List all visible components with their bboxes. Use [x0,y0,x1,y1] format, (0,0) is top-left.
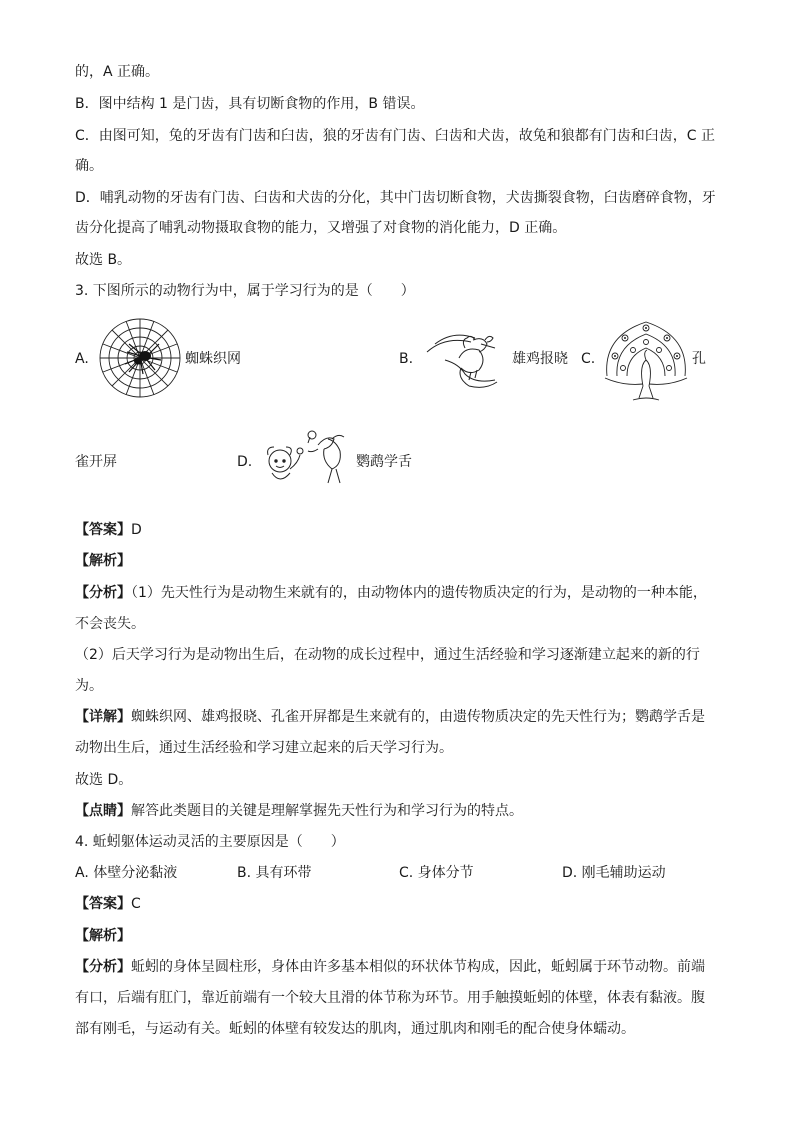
option-d-label: 鹦鹉学舌 [356,454,412,470]
answer-value: D [131,522,142,538]
fenxi-line [75,957,705,977]
dianjing-tag: 【点睛】 [75,803,131,819]
text-line: 有口，后端有肛门，靠近前端有一个较大且滑的体节称为环节。用手触摸蚯蚓的体壁，体表有黏液。腹 [75,990,705,1006]
q4-option-a: A. 体壁分泌黏液 [75,865,178,881]
option-a-letter: A. [75,351,89,367]
fenxi-line [75,583,707,603]
answer-3 [75,520,142,540]
parrot-child-icon [262,425,354,487]
analysis-heading: 【解析】 [75,928,131,944]
fenxi-tag: 【分析】 [75,585,131,601]
fenxi-text: 蚯蚓的身体呈圆柱形，身体由许多基本相似的环状体节构成，因此，蚯蚓属于环节动物。前端 [131,959,705,975]
text-line: （2）后天学习行为是动物出生后，在动物的成长过程中，通过生活经验和学习逐渐建立起来的新的行 [75,647,700,663]
analysis-heading: 【解析】 [75,553,131,569]
text-line: C．由图可知，兔的牙齿有门齿和臼齿，狼的牙齿有门齿、臼齿和犬齿，故兔和狼都有门齿和臼齿，C 正 [75,128,715,144]
dianjing-line [75,801,523,821]
text-line: 为。 [75,678,103,694]
text-line: 不会丧失。 [75,616,145,632]
text-line: B．图中结构 1 是门齿，具有切断食物的作用，B 错误。 [75,96,425,112]
parrot-child-figure [262,425,354,487]
dianjing-text: 解答此类题目的关键是理解掌握先天性行为和学习行为的特点。 [131,803,523,819]
text-line: 故选 D。 [75,772,133,788]
option-c-letter: C. [581,351,596,367]
text-line: 的，A 正确。 [75,64,160,80]
option-c-label-part1: 孔 [692,351,706,367]
fenxi-text: （1）先天性行为是动物生来就有的，由动物体内的遗传物质决定的行为，是动物的一种本能， [131,585,707,601]
xiangjie-line [75,707,705,727]
q4-option-b: B. 具有环带 [237,865,312,881]
xiangjie-text: 蜘蛛织网、雄鸡报晓、孔雀开屏都是生来就有的，由遗传物质决定的先天性行为；鹦鹉学舌是 [131,709,705,725]
answer-tag: 【答案】 [75,896,131,912]
rooster-icon [425,330,511,390]
fenxi-tag: 【分析】 [75,959,131,975]
answer-4 [75,894,141,914]
peacock-icon [603,316,689,406]
text-line: 部有刚毛，与运动有关。蚯蚓的体壁有较发达的肌肉，通过肌肉和刚毛的配合使身体蠕动。 [75,1021,635,1037]
rooster-figure [425,330,511,390]
text-line: 确。 [75,158,103,174]
text-line: 故选 B。 [75,252,132,268]
q4-option-c: C. 身体分节 [399,865,474,881]
question-4-stem: 4. 蚯蚓躯体运动灵活的主要原因是（ ） [75,834,345,850]
peacock-figure [603,316,689,406]
question-3-stem: 3. 下图所示的动物行为中，属于学习行为的是（ ） [75,283,415,299]
option-a-label: 蜘蛛织网 [185,351,241,367]
text-line: 动物出生后，通过生活经验和学习建立起来的后天学习行为。 [75,740,453,756]
answer-value: C [131,896,141,912]
option-b-letter: B. [399,351,414,367]
option-b-label: 雄鸡报晓 [512,351,568,367]
option-d-letter: D. [237,454,253,470]
xiangjie-tag: 【详解】 [75,709,131,725]
text-line: 齿分化提高了哺乳动物摄取食物的能力，又增强了对食物的消化能力，D 正确。 [75,220,567,236]
spider-web-figure [97,316,183,400]
option-c-label-part2: 雀开屏 [75,454,117,470]
text-line: D．哺乳动物的牙齿有门齿、臼齿和犬齿的分化，其中门齿切断食物，犬齿撕裂食物，臼齿磨碎食物，牙 [75,190,716,206]
answer-tag: 【答案】 [75,522,131,538]
spider-web-icon [97,316,183,400]
q4-option-d: D. 刚毛辅助运动 [562,865,666,881]
